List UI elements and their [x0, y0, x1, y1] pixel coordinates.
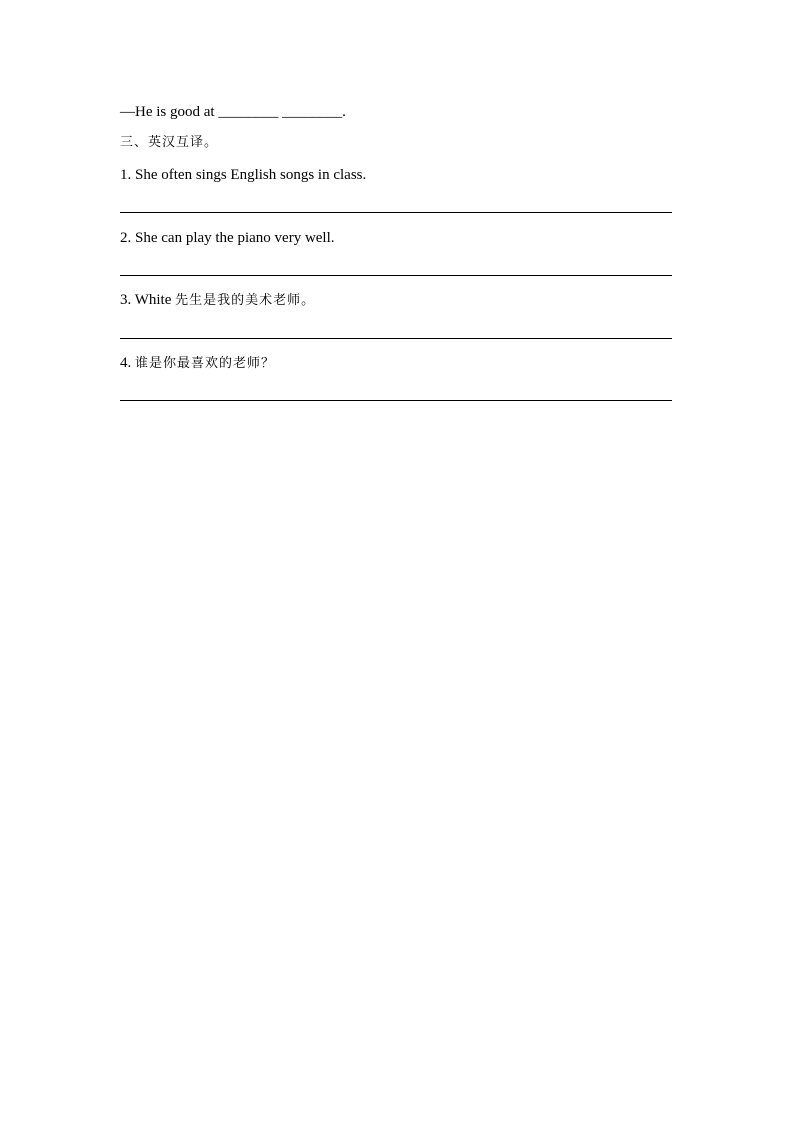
question-1-prompt: 1. She often sings English songs in class.	[120, 167, 367, 183]
question-2-prompt: 2. She can play the piano very well.	[120, 230, 335, 246]
question-3-prompt-en: 3. White	[120, 292, 176, 308]
question-1-answer-line[interactable]	[120, 212, 672, 213]
question-4-answer-line[interactable]	[120, 400, 672, 401]
section-heading: 三、英汉互译。	[120, 135, 219, 150]
question-2-answer-line[interactable]	[120, 275, 672, 276]
question-3-answer-line[interactable]	[120, 338, 672, 339]
question-4-prompt-num: 4.	[120, 355, 135, 371]
question-3-prompt-cn: 先生是我的美术老师。	[175, 293, 316, 308]
answer-line-continuation: —He is good at ________ ________.	[120, 104, 346, 120]
question-4-prompt	[120, 353, 275, 374]
question-3-prompt	[120, 290, 315, 311]
question-4-prompt-cn: 谁是你最喜欢的老师？	[135, 356, 276, 371]
